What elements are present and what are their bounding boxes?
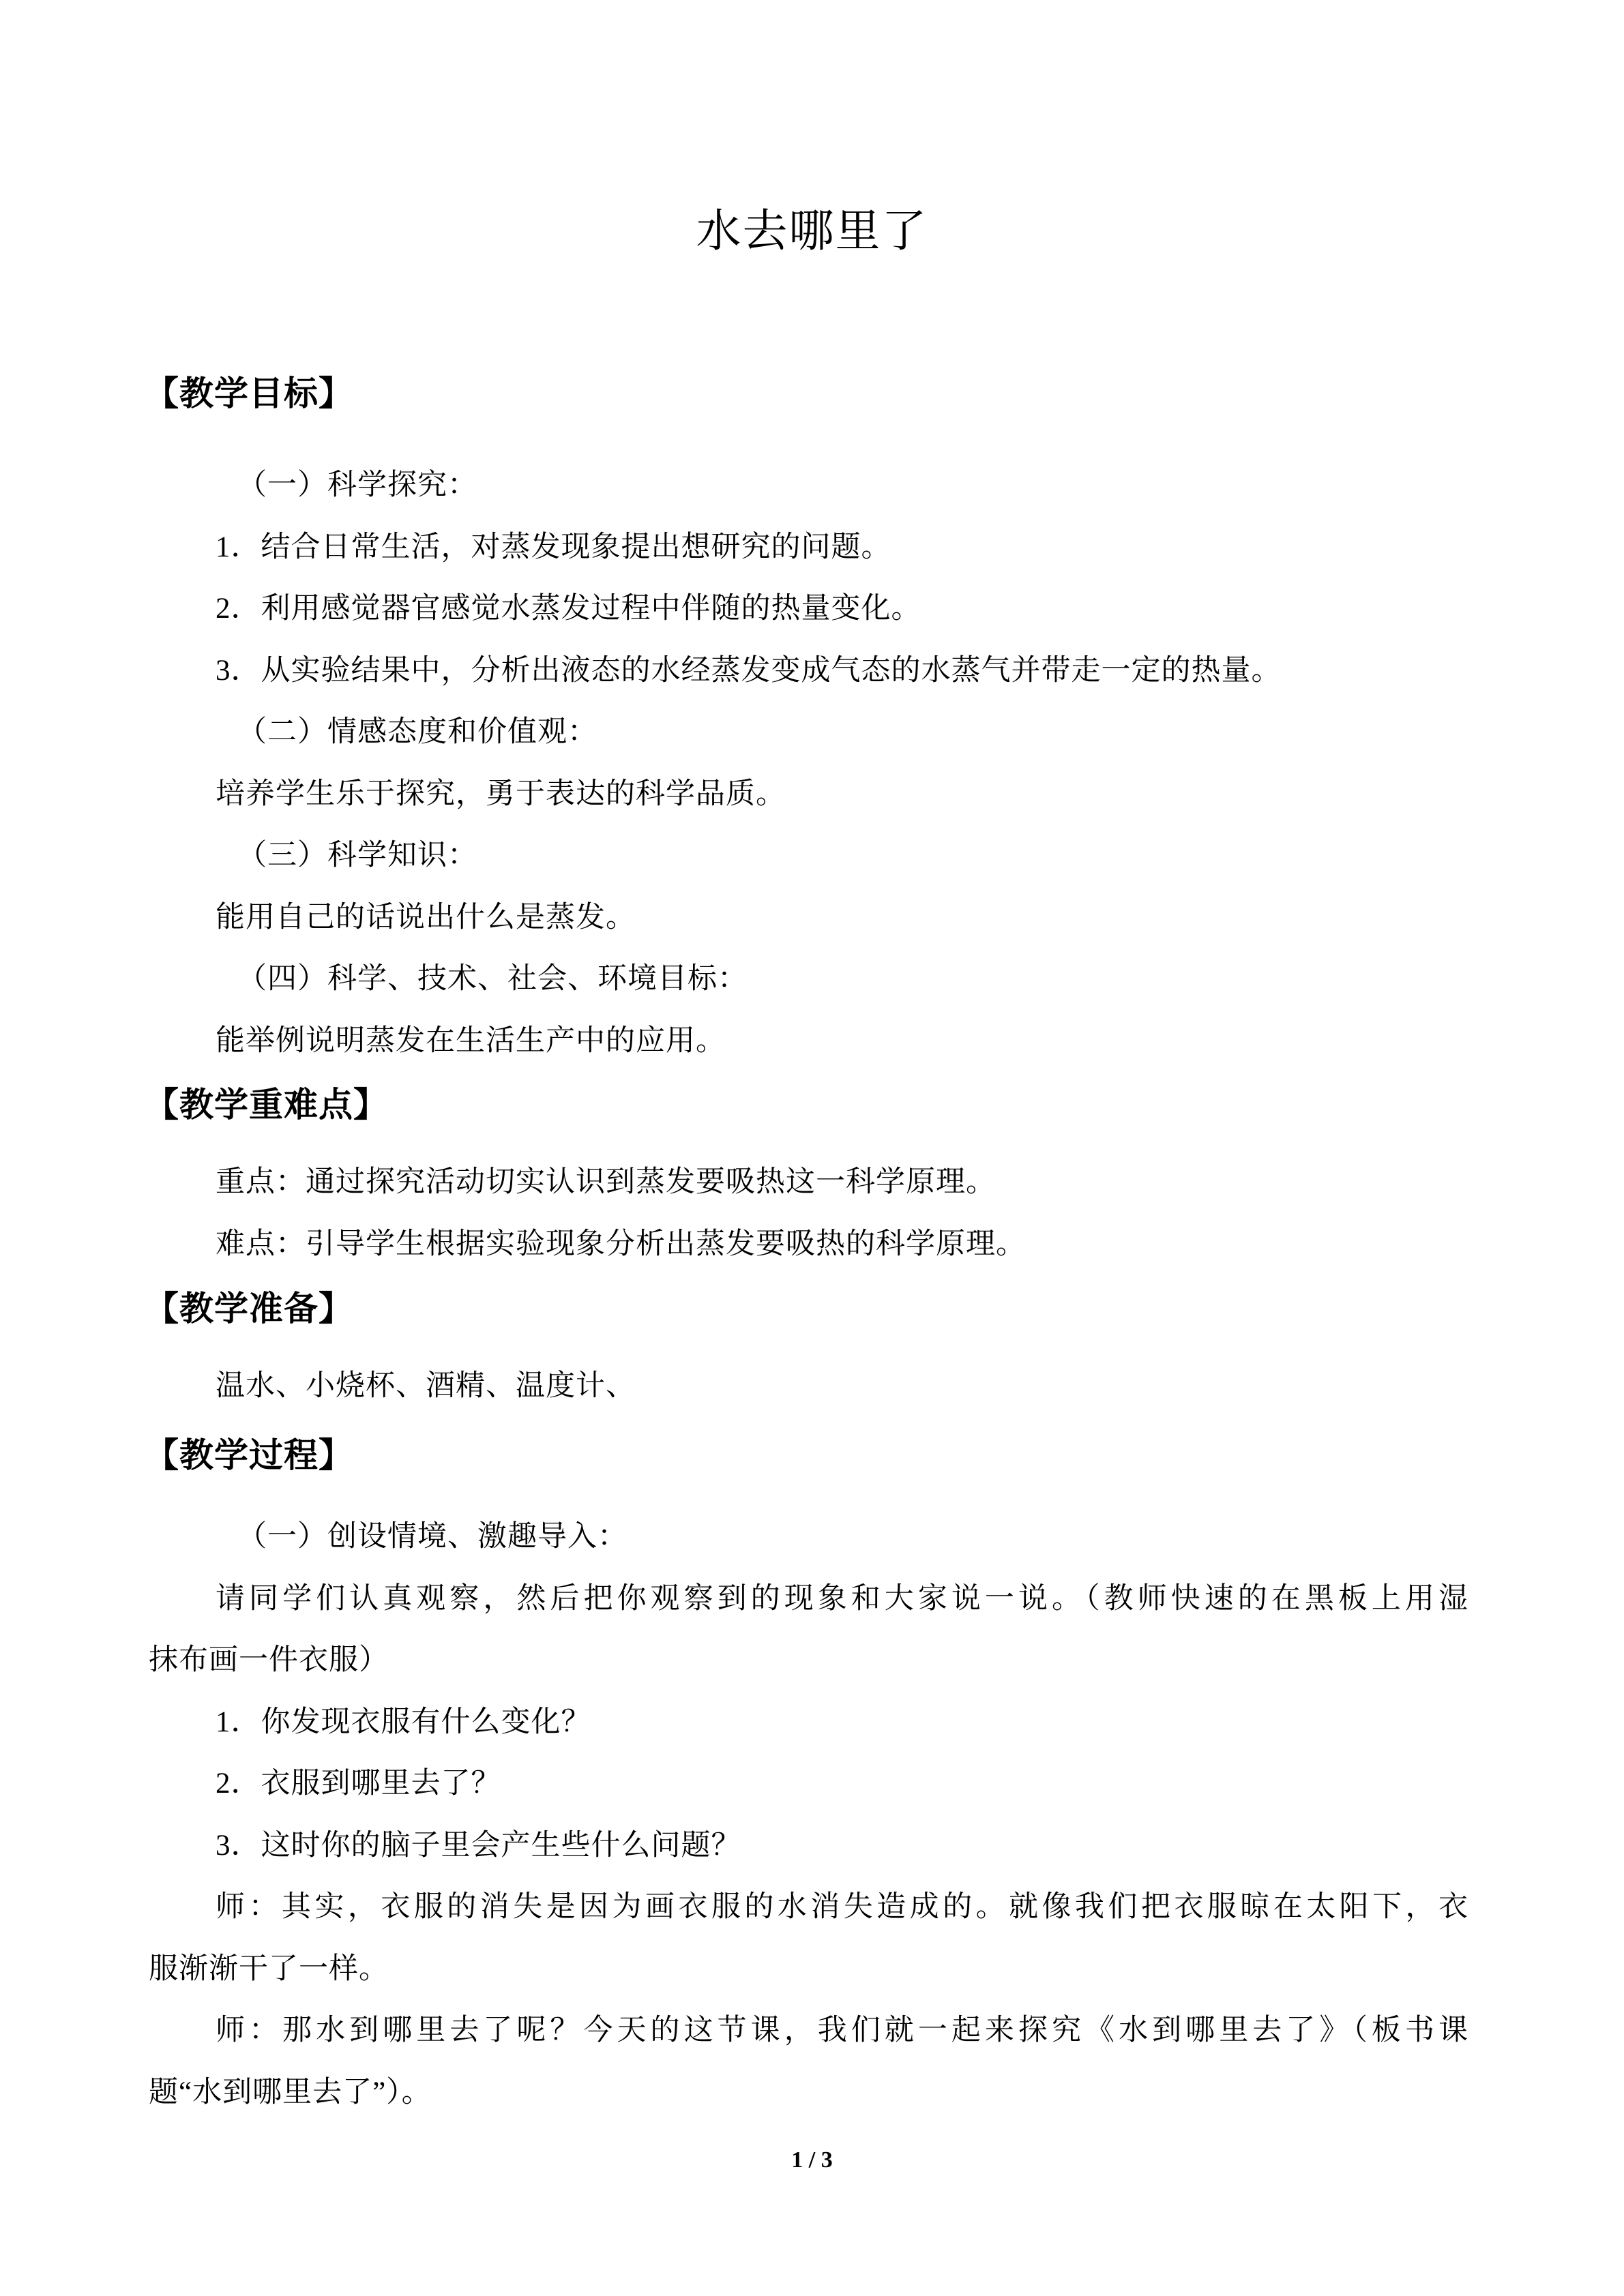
difficult-point-text: 难点：引导学生根据实验现象分析出蒸发要吸热的科学原理。 [216,1228,1026,1260]
teacher-remark-1-line2: 服渐渐干了一样。 [149,1953,389,1985]
objectives-sub3-text: 能用自己的话说出什么是蒸发。 [216,901,636,934]
document-title: 水去哪里了 [696,207,928,256]
process-question-2: 2．衣服到哪里去了？ [216,1768,501,1800]
objective-item-2: 2．利用感觉器官感觉水蒸发过程中伴随的热量变化。 [216,593,921,625]
objective-item-1: 1．结合日常生活，对蒸发现象提出想研究的问题。 [216,531,891,563]
section-heading-key-points: 【教学重难点】 [145,1085,388,1124]
teacher-remark-1-line1: 师：其实，衣服的消失是因为画衣服的水消失造成的。就像我们把衣服晾在太阳下，衣 [216,1891,1468,1923]
objectives-sub3: （三）科学知识： [237,839,477,871]
process-intro-line2: 抹布画一件衣服） [149,1644,389,1676]
process-question-3: 3．这时你的脑子里会产生些什么问题？ [216,1830,741,1862]
section-heading-objectives: 【教学目标】 [145,374,353,413]
objectives-sub4: （四）科学、技术、社会、环境目标： [237,963,748,995]
objectives-sub2: （二）情感态度和价值观： [237,716,597,748]
teacher-remark-2-line1: 师：那水到哪里去了呢？今天的这节课，我们就一起来探究《水到哪里去了》（板书课 [216,2014,1468,2046]
teacher-remark-2-line2: 题“水到哪里去了”）。 [149,2076,432,2108]
page-number: 1 / 3 [791,2147,833,2173]
process-step1: （一）创设情境、激趣导入： [237,1521,628,1553]
process-question-1: 1．你发现衣服有什么变化？ [216,1706,591,1738]
preparation-materials: 温水、小烧杯、酒精、温度计、 [216,1370,636,1402]
section-heading-preparation: 【教学准备】 [145,1289,353,1328]
objectives-sub2-text: 培养学生乐于探究，勇于表达的科学品质。 [216,778,786,810]
section-heading-process: 【教学过程】 [145,1435,353,1475]
objectives-sub1: （一）科学探究： [237,469,477,501]
objective-item-3: 3．从实验结果中，分析出液态的水经蒸发变成气态的水蒸气并带走一定的热量。 [216,655,1282,687]
process-intro-line1: 请同学们认真观察，然后把你观察到的现象和大家说一说。（教师快速的在黑板上用湿 [216,1583,1468,1615]
objectives-sub4-text: 能举例说明蒸发在生活生产中的应用。 [216,1025,726,1057]
key-point-text: 重点：通过探究活动切实认识到蒸发要吸热这一科学原理。 [216,1166,996,1198]
